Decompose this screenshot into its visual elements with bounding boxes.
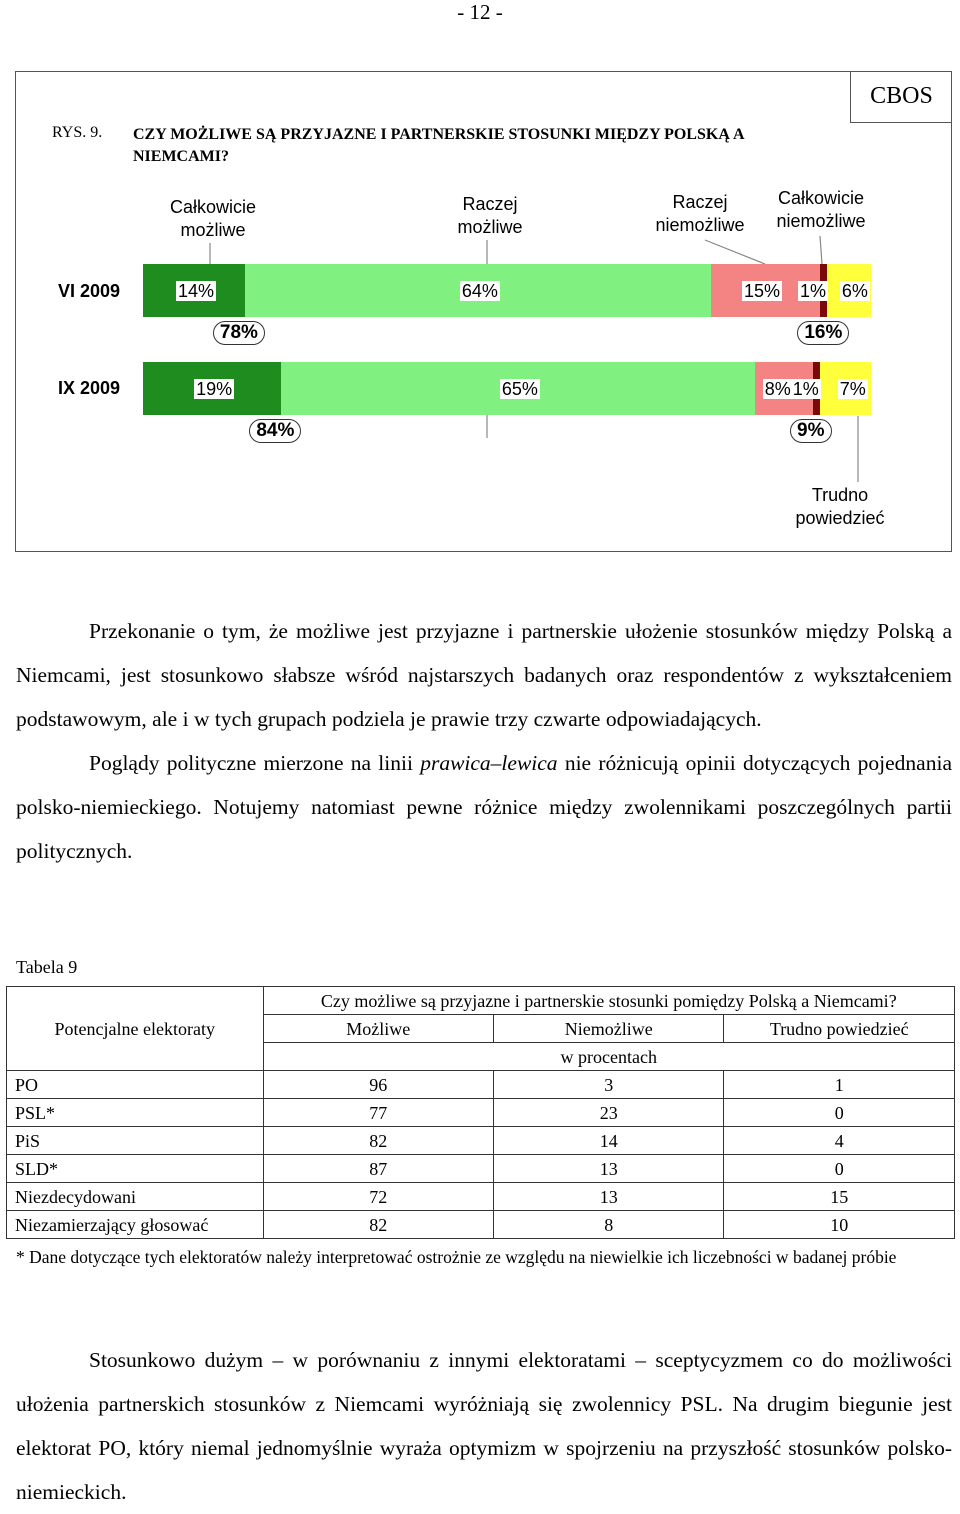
- table-footnote: * Dane dotyczące tych elektoratów należy interpretować ostrożnie ze względu na niewielkie ich liczebności w badanej próbie: [16, 1247, 897, 1267]
- table-question: Czy możliwe są przyjazne i partnerskie stosunki pomiędzy Polską a Niemcami?: [263, 987, 954, 1015]
- table-cell: 0: [724, 1155, 955, 1183]
- cbos-label: CBOS: [850, 71, 952, 123]
- data-label: 7%: [839, 379, 866, 399]
- paragraph-1: Przekonanie o tym, że możliwe jest przyjazne i partnerskie ułożenie stosunków między Polską a Niemcami, jest stosunkowo słabsze wśród najstarszych badanych oraz respondentów z wykształceniem podstawowym, ale i w tych grupach podziela je prawie trzy czwarte odpowiadających.: [16, 619, 952, 731]
- table-cell: 14: [493, 1127, 724, 1155]
- data-label: 15%: [743, 281, 780, 301]
- table-row: [7, 1211, 955, 1239]
- table-row: [7, 1099, 955, 1127]
- table-row: [7, 1183, 955, 1211]
- data-label: 65%: [501, 379, 538, 399]
- figure-title: CZY MOŻLIWE SĄ PRZYJAZNE I PARTNERSKIE STOSUNKI MIĘDZY POLSKĄ A NIEMCAMI?: [133, 126, 744, 165]
- table-cell: 0: [724, 1099, 955, 1127]
- data-label: 64%: [461, 281, 498, 301]
- body-text-2: [16, 1338, 952, 1514]
- table-col-header: Niemożliwe: [493, 1015, 724, 1043]
- table-cell: 13: [493, 1155, 724, 1183]
- table-row: [7, 1071, 955, 1099]
- paragraph-2-italic: prawica–lewica: [420, 751, 558, 775]
- table-cell-name: Niezamierzający głosować: [7, 1211, 264, 1239]
- data-label: 19%: [196, 379, 233, 399]
- paragraph-2-pre: Poglądy polityczne mierzone na linii: [89, 751, 421, 775]
- data-label: 8%: [764, 379, 791, 399]
- table-cell-name: PiS: [7, 1127, 264, 1155]
- figure-label: RYS. 9.: [52, 124, 103, 141]
- table-cell: 82: [263, 1127, 493, 1155]
- table-caption: Tabela 9: [16, 957, 78, 977]
- total-possible-label: 78%: [213, 321, 265, 345]
- row-label-ix-2009: IX 2009: [58, 378, 121, 398]
- table-cell: 10: [724, 1211, 955, 1239]
- data-label: 14%: [177, 281, 214, 301]
- paragraph-2-post: nie różnicują opinii dotyczących pojednania polsko-niemieckiego. Notujemy natomiast pewne różnice między zwolennikami poszczególnych partii politycznych.: [16, 751, 952, 863]
- legend-label-calk-mozliwe: Całkowicie możliwe: [169, 197, 257, 240]
- table-row: [7, 1155, 955, 1183]
- total-impossible-label: 9%: [790, 419, 831, 443]
- table-cell: 8: [493, 1211, 724, 1239]
- table-cell-name: PO: [7, 1071, 264, 1099]
- table-cell-name: SLD*: [7, 1155, 264, 1183]
- legend-label-raczej-mozliwe: Raczej możliwe: [457, 194, 523, 237]
- table-cell-name: PSL*: [7, 1099, 264, 1127]
- data-table: [6, 986, 955, 1239]
- data-label: 6%: [841, 281, 868, 301]
- body-text-1: [16, 609, 952, 873]
- table-cell: 72: [263, 1183, 493, 1211]
- table-cell: 96: [263, 1071, 493, 1099]
- table-cell: 23: [493, 1099, 724, 1127]
- table-row: [7, 1127, 955, 1155]
- table-cell: 82: [263, 1211, 493, 1239]
- table-cell: 77: [263, 1099, 493, 1127]
- table-cell: 87: [263, 1155, 493, 1183]
- table-col-header: Możliwe: [263, 1015, 493, 1043]
- table-cell: 13: [493, 1183, 724, 1211]
- table-col-header: Trudno powiedzieć: [724, 1015, 955, 1043]
- table-cell-name: Niezdecydowani: [7, 1183, 264, 1211]
- total-impossible-label: 16%: [797, 321, 849, 345]
- row-label-vi-2009: VI 2009: [58, 281, 121, 301]
- page-number: - 12 -: [457, 0, 503, 24]
- data-label: 1%: [800, 281, 827, 301]
- table-cell: 1: [724, 1071, 955, 1099]
- paragraph-2: [16, 741, 952, 873]
- total-possible-label: 84%: [249, 419, 301, 443]
- table-unit: w procentach: [263, 1043, 954, 1071]
- table-row-header: Potencjalne elektoraty: [7, 987, 264, 1071]
- closing-paragraph: Stosunkowo dużym – w porównaniu z innymi elektoratami – sceptycyzmem co do możliwości ułożenia partnerskich stosunków z Niemcami wyróżniają się zwolennicy PSL. Na drugim biegunie jest elektorat PO, który niemal jednomyślnie wyraża optymizm w spojrzeniu na przyszłość stosunków polsko-niemieckich.: [16, 1348, 952, 1504]
- legend-label-trudno: Trudno powiedzieć: [795, 485, 885, 528]
- legend-label-raczej-niemozliwe: Raczej niemożliwe: [655, 192, 745, 235]
- stacked-bar-chart: [0, 0, 960, 560]
- data-label: 1%: [792, 379, 819, 399]
- table-cell: 15: [724, 1183, 955, 1211]
- table-cell: 3: [493, 1071, 724, 1099]
- legend-label-calk-niemozliwe: Całkowicie niemożliwe: [776, 188, 866, 231]
- table-cell: 4: [724, 1127, 955, 1155]
